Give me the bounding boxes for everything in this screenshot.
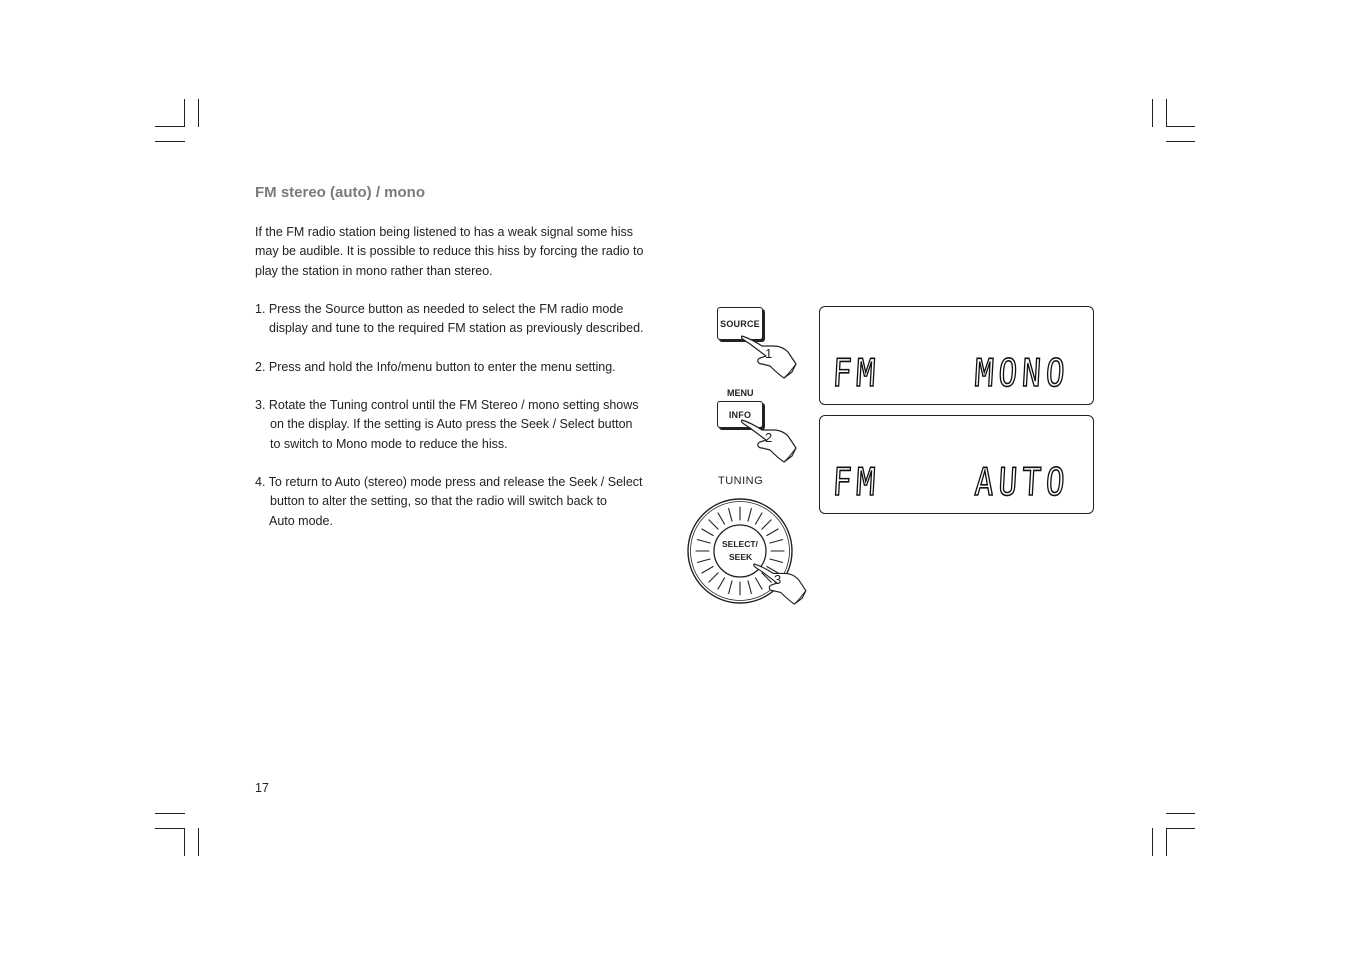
crop-mark [155, 141, 185, 142]
step-text: 3. Rotate the Tuning control until the FM Stereo / mono setting shows [255, 398, 639, 412]
step-number-1: 1 [765, 346, 773, 361]
step-3 [255, 396, 675, 454]
source-button: SOURCE [717, 307, 763, 340]
crop-mark [1166, 828, 1195, 829]
intro-line: If the FM radio station being listened to has a weak signal some hiss [255, 225, 633, 239]
crop-mark [155, 126, 185, 127]
intro-paragraph [255, 223, 675, 281]
select-label: SELECT/ [722, 539, 758, 549]
step-text: Auto mode. [269, 513, 333, 528]
step-1 [255, 300, 675, 339]
lcd-text: FM MONO [831, 351, 1071, 395]
crop-mark [1166, 126, 1195, 127]
crop-mark [198, 828, 199, 856]
step-text: button to alter the setting, so that the radio will switch back to [270, 494, 607, 509]
intro-line: may be audible. It is possible to reduce this hiss by forcing the radio to [255, 244, 644, 259]
step-text: 2. Press and hold the Info/menu button to enter the menu setting. [255, 360, 616, 374]
crop-mark [155, 813, 185, 814]
crop-mark [184, 828, 185, 856]
page-number: 17 [255, 781, 269, 795]
crop-mark [1152, 99, 1153, 127]
step-text: 4. To return to Auto (stereo) mode press and release the Seek / Select [255, 475, 643, 489]
step-number-3: 3 [774, 572, 782, 587]
crop-mark [1166, 99, 1167, 127]
step-4 [255, 473, 675, 531]
lcd-text: FM AUTO [831, 460, 1071, 504]
step-text: to switch to Mono mode to reduce the hiss. [270, 436, 508, 451]
intro-line: play the station in mono rather than stereo. [255, 263, 493, 278]
crop-mark [155, 828, 185, 829]
crop-mark [184, 99, 185, 127]
step-text: 1. Press the Source button as needed to select the FM radio mode [255, 302, 624, 316]
crop-mark [198, 99, 199, 127]
lcd-display-auto [819, 415, 1094, 514]
crop-mark [1152, 828, 1153, 856]
step-number-2: 2 [765, 430, 773, 445]
seek-label: SEEK [729, 552, 753, 562]
info-button: INFO [717, 401, 763, 428]
step-2 [255, 358, 675, 377]
section-title: FM stereo (auto) / mono [255, 184, 425, 201]
tuning-label: TUNING [718, 475, 764, 487]
crop-mark [1166, 813, 1195, 814]
menu-label: MENU [727, 388, 754, 398]
crop-mark [1166, 141, 1195, 142]
crop-mark [1166, 828, 1167, 856]
step-text: display and tune to the required FM station as previously described. [269, 321, 644, 336]
step-text: on the display. If the setting is Auto press the Seek / Select button [270, 417, 633, 432]
lcd-display-mono [819, 306, 1094, 405]
